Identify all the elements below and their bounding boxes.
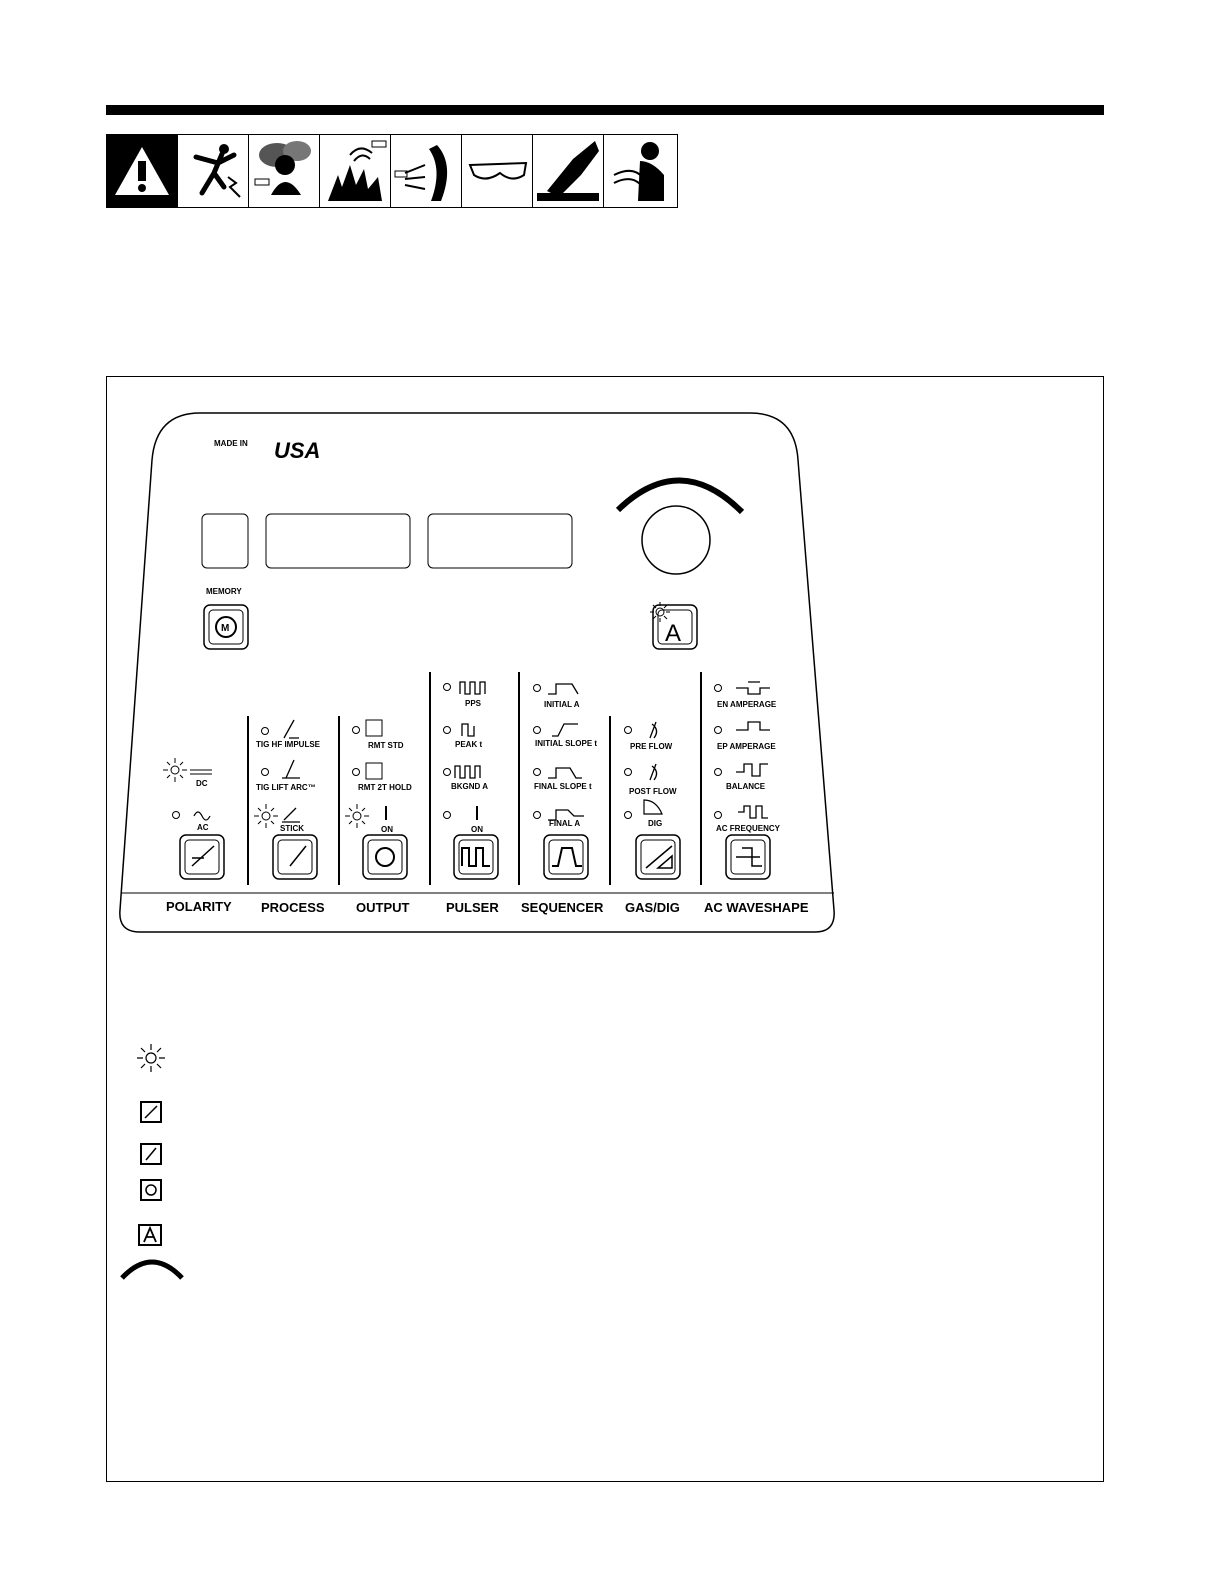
amperage-button-label: A bbox=[665, 620, 682, 647]
pulser-pps-label: PPS bbox=[465, 699, 482, 708]
balance-icon bbox=[736, 764, 768, 776]
gas-icon bbox=[650, 764, 657, 780]
lift-arc-icon bbox=[282, 760, 300, 778]
led-pre-flow bbox=[625, 727, 632, 734]
left-display bbox=[266, 514, 410, 568]
tig-torch-icon bbox=[284, 720, 299, 738]
pulser-peak-label: PEAK t bbox=[455, 740, 483, 749]
group-label-polarity: POLARITY bbox=[166, 899, 232, 914]
output-button-icon bbox=[141, 1180, 161, 1200]
group-label-process: PROCESS bbox=[261, 900, 325, 915]
led-ac-frequency bbox=[715, 812, 722, 819]
amperage-button-icon bbox=[139, 1225, 161, 1245]
process-tig-hf-label: TIG HF IMPULSE bbox=[256, 740, 320, 749]
output-rmt-std-label: RMT STD bbox=[368, 741, 404, 750]
usa-logo: USA bbox=[274, 438, 321, 463]
ac-en-amperage-label: EN AMPERAGE bbox=[717, 700, 777, 709]
encoder-arc-icon bbox=[122, 1262, 182, 1278]
memory-label: MEMORY bbox=[206, 587, 242, 596]
pulser-on-label: ON bbox=[471, 825, 483, 834]
polarity-button[interactable] bbox=[180, 835, 224, 879]
process-button-icon bbox=[141, 1144, 161, 1164]
ac-ep-amperage-label: EP AMPERAGE bbox=[717, 742, 776, 751]
led-final-a bbox=[534, 812, 541, 819]
led-final-slope bbox=[534, 769, 541, 776]
remote-icon bbox=[366, 763, 382, 779]
polarity-button-icon bbox=[141, 1102, 161, 1122]
encoder-arc-icon bbox=[618, 480, 742, 512]
led-en-amperage bbox=[715, 685, 722, 692]
initial-amp-icon bbox=[548, 684, 578, 694]
seq-final-slope-label: FINAL SLOPE t bbox=[534, 782, 592, 791]
led-post-flow bbox=[625, 769, 632, 776]
pulser-bkgnd-label: BKGND A bbox=[451, 782, 489, 791]
led-dig bbox=[625, 812, 632, 819]
group-label-ac-waveshape: AC WAVESHAPE bbox=[704, 900, 809, 915]
gas-post-flow-label: POST FLOW bbox=[629, 787, 677, 796]
output-rmt-2t-label: RMT 2T HOLD bbox=[358, 783, 412, 792]
initial-slope-icon bbox=[552, 724, 578, 736]
pulse-icon bbox=[460, 682, 485, 694]
sequencer-button[interactable] bbox=[544, 835, 588, 879]
led-ep-amperage bbox=[715, 727, 722, 734]
group-label-sequencer: SEQUENCER bbox=[521, 900, 604, 915]
ac-waveshape-button[interactable] bbox=[726, 835, 770, 879]
output-button[interactable] bbox=[363, 835, 407, 879]
group-label-gas-dig: GAS/DIG bbox=[625, 900, 680, 915]
remote-icon bbox=[366, 720, 382, 736]
seq-final-a-label: FINAL A bbox=[549, 819, 581, 828]
background-icon bbox=[455, 766, 480, 778]
led-lit-icon bbox=[254, 804, 278, 828]
polarity-dc-label: DC bbox=[196, 779, 208, 788]
led-lit-icon bbox=[163, 758, 187, 782]
process-button[interactable] bbox=[273, 835, 317, 879]
led-tig-hf bbox=[262, 728, 269, 735]
frequency-icon bbox=[738, 806, 768, 818]
led-rmt-2t bbox=[353, 769, 360, 776]
led-lit-icon bbox=[137, 1044, 165, 1072]
peak-icon bbox=[462, 724, 474, 736]
led-balance bbox=[715, 769, 722, 776]
led-tig-lift bbox=[262, 769, 269, 776]
polarity-ac-label: AC bbox=[197, 823, 209, 832]
seq-initial-a-label: INITIAL A bbox=[544, 700, 580, 709]
output-on-label: ON bbox=[381, 825, 393, 834]
ac-symbol-icon bbox=[194, 812, 210, 820]
led-peak bbox=[444, 727, 451, 734]
memory-button-label: M bbox=[221, 623, 230, 634]
process-stick-label: STICK bbox=[280, 824, 304, 833]
led-lit-icon bbox=[650, 602, 670, 622]
ac-balance-label: BALANCE bbox=[726, 782, 766, 791]
dig-icon bbox=[644, 800, 662, 814]
seq-initial-slope-label: INITIAL SLOPE t bbox=[535, 739, 598, 748]
group-label-pulser: PULSER bbox=[446, 900, 499, 915]
gas-icon bbox=[650, 722, 657, 738]
made-in-label: MADE IN bbox=[214, 439, 248, 448]
pulser-button[interactable] bbox=[454, 835, 498, 879]
right-display bbox=[428, 514, 572, 568]
led-initial-slope bbox=[534, 727, 541, 734]
process-tig-lift-label: TIG LIFT ARC™ bbox=[256, 783, 316, 792]
led-lit-icon bbox=[345, 804, 369, 828]
ac-frequency-label: AC FREQUENCY bbox=[716, 824, 781, 833]
led-pps bbox=[444, 684, 451, 691]
group-label-output: OUTPUT bbox=[356, 900, 410, 915]
led-bkgnd bbox=[444, 769, 451, 776]
stick-electrode-icon bbox=[282, 808, 300, 822]
encoder-knob[interactable] bbox=[642, 506, 710, 574]
dc-symbol-icon bbox=[190, 770, 212, 774]
en-amperage-icon bbox=[736, 682, 770, 694]
led-ac bbox=[173, 812, 180, 819]
ep-amperage-icon bbox=[736, 722, 770, 730]
led-initial-a bbox=[534, 685, 541, 692]
gas-pre-flow-label: PRE FLOW bbox=[630, 742, 673, 751]
gas-dig-button[interactable] bbox=[636, 835, 680, 879]
led-rmt-std bbox=[353, 727, 360, 734]
gas-dig-label: DIG bbox=[648, 819, 663, 828]
memory-display bbox=[202, 514, 248, 568]
led-pulser-on bbox=[444, 812, 451, 819]
final-slope-icon bbox=[548, 768, 582, 778]
